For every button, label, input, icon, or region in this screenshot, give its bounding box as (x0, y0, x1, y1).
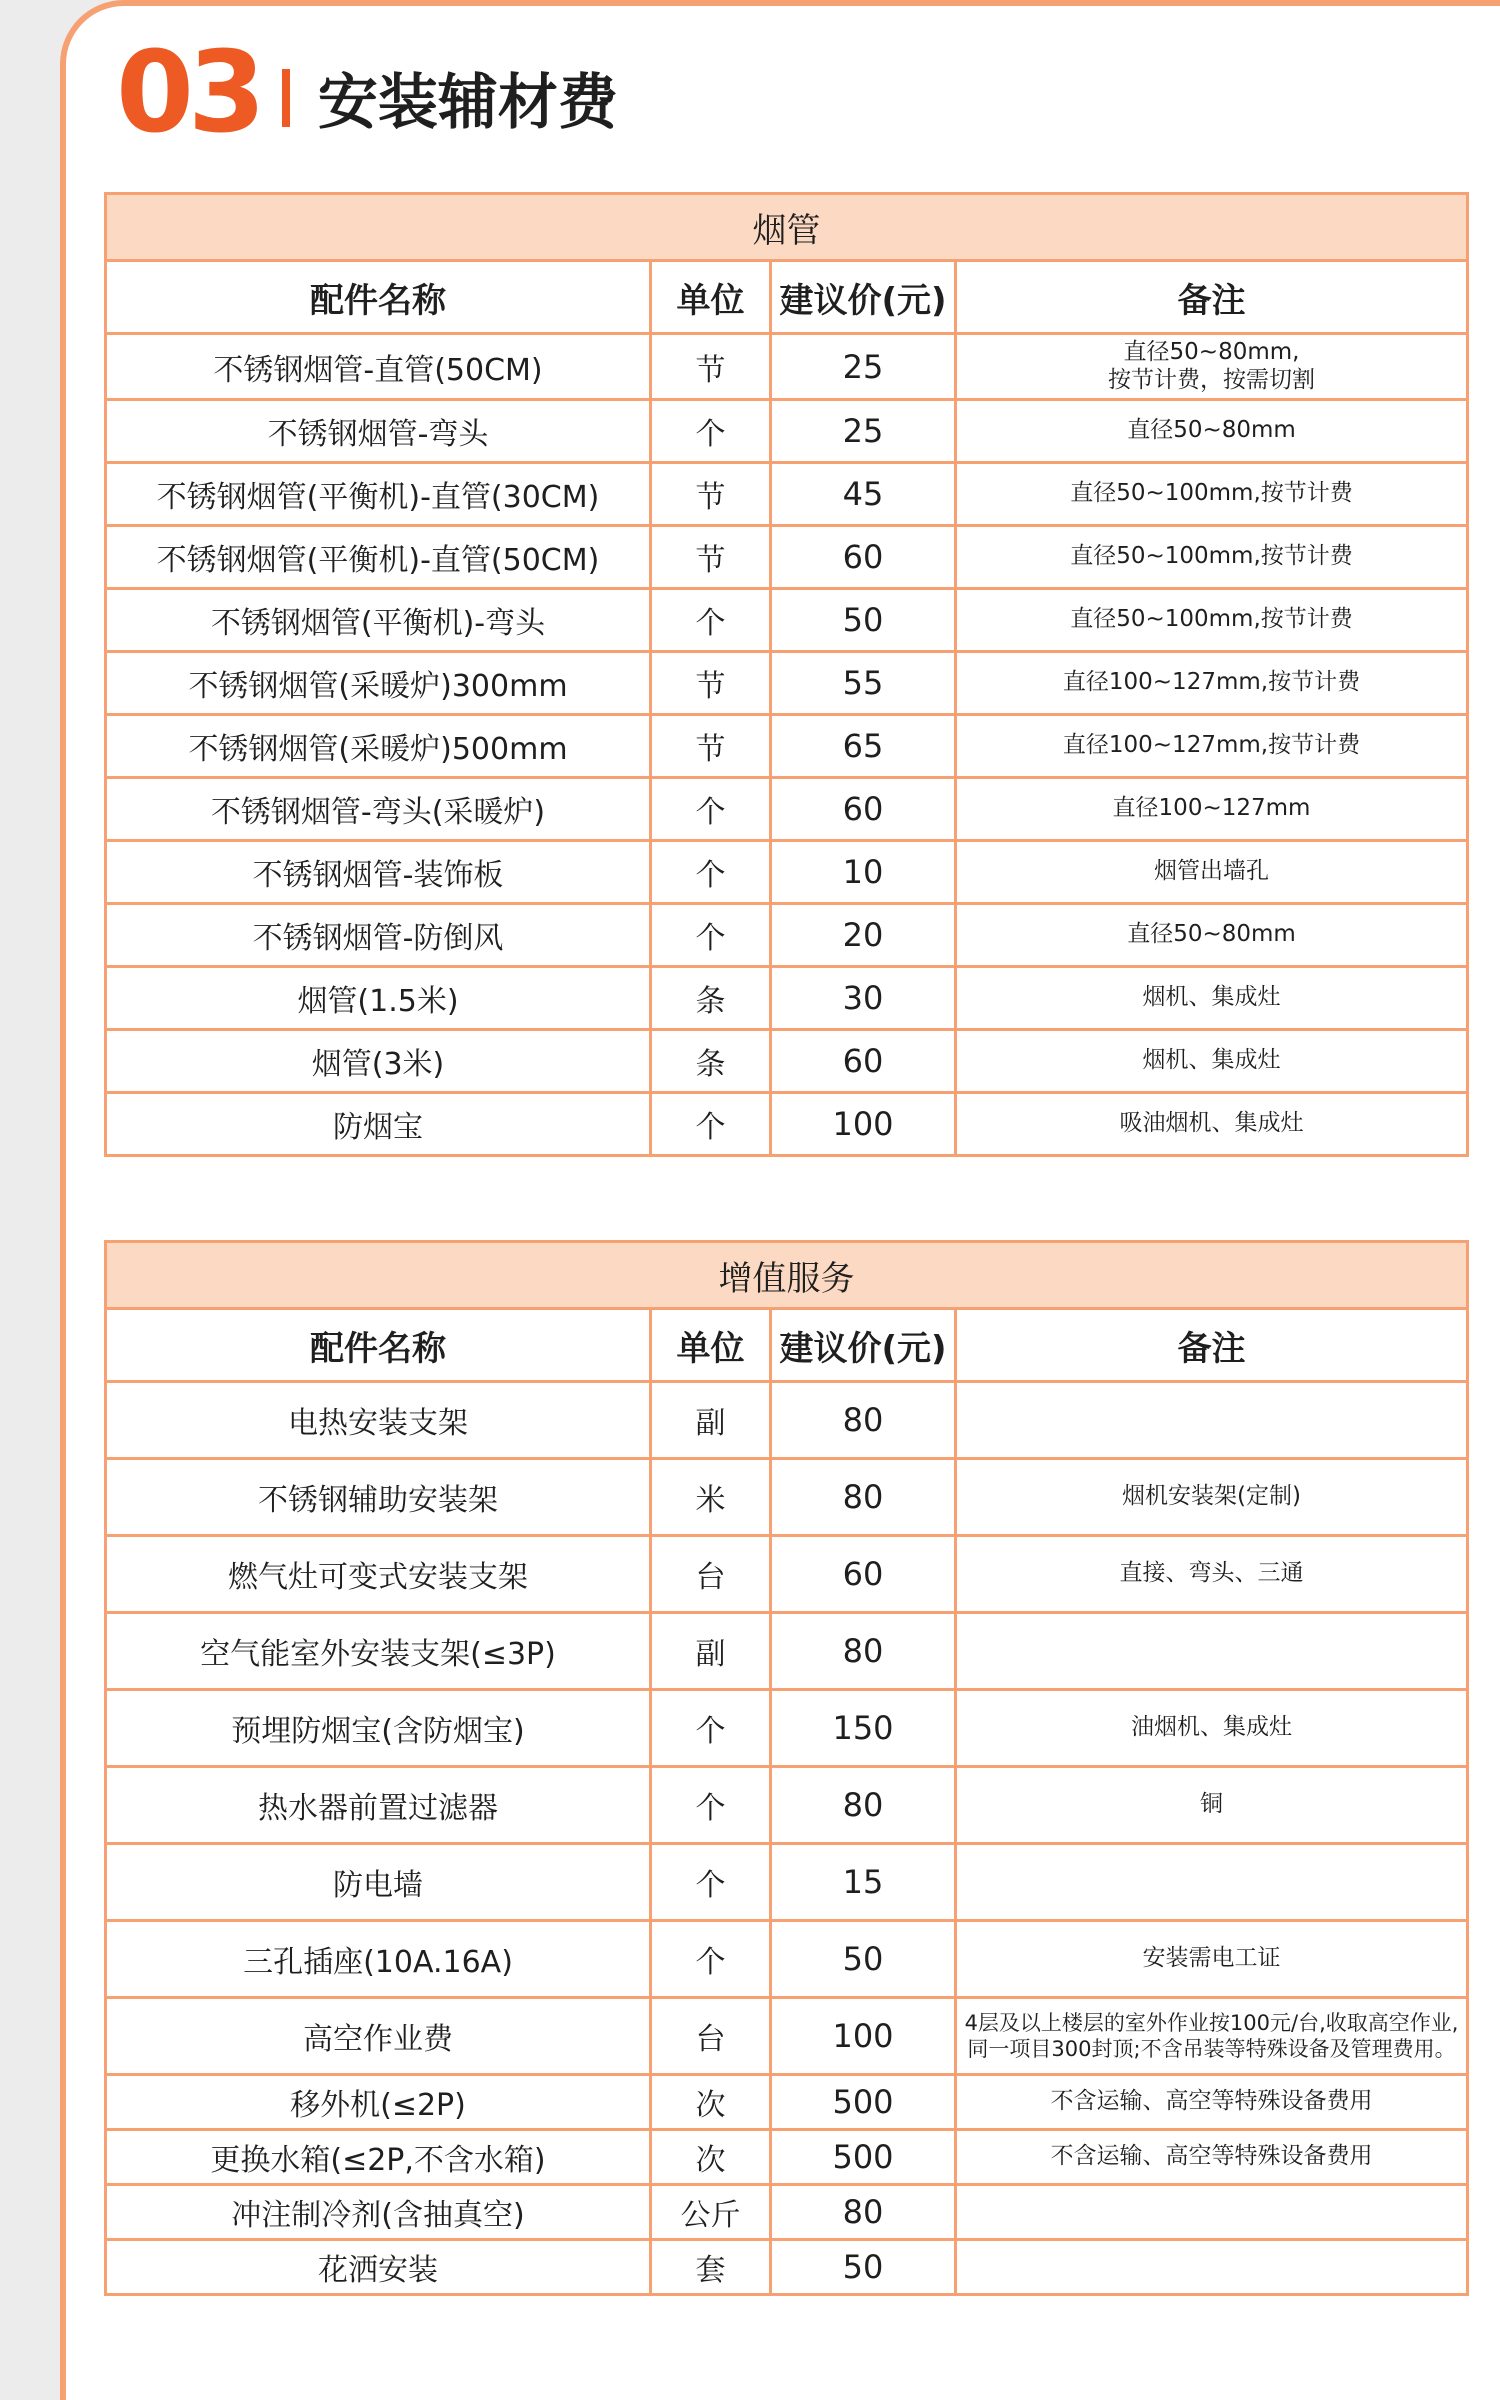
cell-price: 50 (771, 2240, 956, 2295)
cell-name: 更换水箱(≤2P,不含水箱) (106, 2130, 651, 2185)
cell-name: 不锈钢烟管(平衡机)-直管(50CM) (106, 526, 651, 589)
table-row (106, 1382, 1468, 1459)
table-row (106, 1093, 1468, 1156)
table-row (106, 715, 1468, 778)
cell-note: 油烟机、集成灶 (956, 1690, 1468, 1767)
cell-price: 500 (771, 2130, 956, 2185)
cell-note: 直径50~80mm, 按节计费，按需切割 (956, 334, 1468, 400)
cell-unit: 副 (651, 1382, 771, 1459)
cell-price: 100 (771, 1093, 956, 1156)
cell-name: 移外机(≤2P) (106, 2075, 651, 2130)
cell-note: 不含运输、高空等特殊设备费用 (956, 2130, 1468, 2185)
cell-name: 空气能室外安装支架(≤3P) (106, 1613, 651, 1690)
table-row (106, 1536, 1468, 1613)
cell-unit: 节 (651, 652, 771, 715)
cell-note (956, 1844, 1468, 1921)
cell-unit: 个 (651, 1690, 771, 1767)
cell-unit: 个 (651, 1767, 771, 1844)
cell-name: 烟管(1.5米) (106, 967, 651, 1030)
table-row (106, 1921, 1468, 1998)
section-number: 03 (116, 28, 260, 158)
chimney-table-title: 烟管 (106, 194, 1468, 261)
cell-price: 20 (771, 904, 956, 967)
cell-name: 三孔插座(10A.16A) (106, 1921, 651, 1998)
cell-note: 直径50~100mm,按节计费 (956, 463, 1468, 526)
cell-price: 80 (771, 1767, 956, 1844)
cell-name: 防烟宝 (106, 1093, 651, 1156)
cell-price: 50 (771, 589, 956, 652)
cell-price: 80 (771, 1459, 956, 1536)
table-row (106, 841, 1468, 904)
cell-unit: 条 (651, 967, 771, 1030)
table-row (106, 526, 1468, 589)
cell-note: 安装需电工证 (956, 1921, 1468, 1998)
table-row (106, 1030, 1468, 1093)
cell-note: 烟机、集成灶 (956, 1030, 1468, 1093)
cell-unit: 节 (651, 334, 771, 400)
cell-price: 60 (771, 1030, 956, 1093)
column-header-note: 备注 (956, 1309, 1468, 1382)
column-header-unit: 单位 (651, 1309, 771, 1382)
cell-unit: 个 (651, 1093, 771, 1156)
cell-name: 热水器前置过滤器 (106, 1767, 651, 1844)
cell-name: 不锈钢烟管(采暖炉)500mm (106, 715, 651, 778)
cell-note: 吸油烟机、集成灶 (956, 1093, 1468, 1156)
table-row (106, 2240, 1468, 2295)
cell-note: 4层及以上楼层的室外作业按100元/台,收取高空作业, 同一项目300封顶;不含吊装等特殊设备及管理费用。 (956, 1998, 1468, 2075)
cell-name: 不锈钢烟管-弯头(采暖炉) (106, 778, 651, 841)
cell-price: 60 (771, 1536, 956, 1613)
table-row (106, 778, 1468, 841)
cell-price: 15 (771, 1844, 956, 1921)
cell-price: 10 (771, 841, 956, 904)
chimney-price-table (104, 192, 1469, 1157)
cell-unit: 副 (651, 1613, 771, 1690)
cell-name: 燃气灶可变式安装支架 (106, 1536, 651, 1613)
cell-price: 100 (771, 1998, 956, 2075)
cell-price: 25 (771, 334, 956, 400)
title-divider (282, 69, 290, 127)
cell-name: 不锈钢辅助安装架 (106, 1459, 651, 1536)
cell-name: 不锈钢烟管(平衡机)-直管(30CM) (106, 463, 651, 526)
cell-name: 不锈钢烟管(平衡机)-弯头 (106, 589, 651, 652)
cell-name: 预埋防烟宝(含防烟宝) (106, 1690, 651, 1767)
cell-note: 烟机、集成灶 (956, 967, 1468, 1030)
cell-name: 花洒安装 (106, 2240, 651, 2295)
cell-price: 65 (771, 715, 956, 778)
column-header-price: 建议价(元) (771, 1309, 956, 1382)
cell-note (956, 2185, 1468, 2240)
cell-unit: 节 (651, 526, 771, 589)
cell-note: 直径100~127mm,按节计费 (956, 715, 1468, 778)
cell-price: 150 (771, 1690, 956, 1767)
cell-price: 30 (771, 967, 956, 1030)
column-header-note: 备注 (956, 261, 1468, 334)
service-table-title: 增值服务 (106, 1242, 1468, 1309)
cell-price: 80 (771, 2185, 956, 2240)
cell-unit: 次 (651, 2075, 771, 2130)
cell-unit: 米 (651, 1459, 771, 1536)
cell-note: 直接、弯头、三通 (956, 1536, 1468, 1613)
cell-name: 冲注制冷剂(含抽真空) (106, 2185, 651, 2240)
cell-price: 80 (771, 1382, 956, 1459)
cell-note (956, 1613, 1468, 1690)
cell-name: 不锈钢烟管(采暖炉)300mm (106, 652, 651, 715)
cell-unit: 个 (651, 1921, 771, 1998)
cell-unit: 次 (651, 2130, 771, 2185)
cell-note: 直径50~100mm,按节计费 (956, 526, 1468, 589)
cell-unit: 个 (651, 904, 771, 967)
cell-unit: 公斤 (651, 2185, 771, 2240)
table-row (106, 967, 1468, 1030)
cell-name: 烟管(3米) (106, 1030, 651, 1093)
table-row (106, 2075, 1468, 2130)
column-header-name: 配件名称 (106, 261, 651, 334)
table-row (106, 1998, 1468, 2075)
service-price-table (104, 1240, 1469, 2296)
cell-price: 55 (771, 652, 956, 715)
cell-note (956, 2240, 1468, 2295)
table-row (106, 1613, 1468, 1690)
cell-note: 直径50~100mm,按节计费 (956, 589, 1468, 652)
cell-unit: 台 (651, 1998, 771, 2075)
cell-unit: 个 (651, 589, 771, 652)
cell-unit: 个 (651, 778, 771, 841)
column-header-price: 建议价(元) (771, 261, 956, 334)
cell-unit: 条 (651, 1030, 771, 1093)
cell-unit: 节 (651, 715, 771, 778)
cell-price: 80 (771, 1613, 956, 1690)
table-row (106, 1767, 1468, 1844)
cell-unit: 套 (651, 2240, 771, 2295)
table-row (106, 334, 1468, 400)
cell-price: 25 (771, 400, 956, 463)
cell-note: 直径50~80mm (956, 400, 1468, 463)
cell-price: 45 (771, 463, 956, 526)
column-header-unit: 单位 (651, 261, 771, 334)
cell-note: 直径100~127mm,按节计费 (956, 652, 1468, 715)
cell-price: 50 (771, 1921, 956, 1998)
cell-price: 60 (771, 526, 956, 589)
column-header-name: 配件名称 (106, 1309, 651, 1382)
cell-name: 电热安装支架 (106, 1382, 651, 1459)
table-row (106, 1844, 1468, 1921)
cell-note: 烟机安装架(定制) (956, 1459, 1468, 1536)
cell-unit: 节 (651, 463, 771, 526)
cell-price: 60 (771, 778, 956, 841)
cell-unit: 台 (651, 1536, 771, 1613)
cell-note: 烟管出墙孔 (956, 841, 1468, 904)
cell-name: 防电墙 (106, 1844, 651, 1921)
cell-name: 高空作业费 (106, 1998, 651, 2075)
cell-note: 铜 (956, 1767, 1468, 1844)
cell-unit: 个 (651, 400, 771, 463)
table-row (106, 400, 1468, 463)
section-header (116, 28, 618, 158)
section-title: 安装辅材费 (317, 68, 618, 138)
table-row (106, 904, 1468, 967)
table-row (106, 463, 1468, 526)
cell-note: 不含运输、高空等特殊设备费用 (956, 2075, 1468, 2130)
table-row (106, 2130, 1468, 2185)
table-row (106, 652, 1468, 715)
cell-name: 不锈钢烟管-弯头 (106, 400, 651, 463)
table-row (106, 2185, 1468, 2240)
cell-note: 直径50~80mm (956, 904, 1468, 967)
table-row (106, 589, 1468, 652)
cell-price: 500 (771, 2075, 956, 2130)
cell-unit: 个 (651, 841, 771, 904)
table-row (106, 1459, 1468, 1536)
cell-note: 直径100~127mm (956, 778, 1468, 841)
cell-note (956, 1382, 1468, 1459)
cell-name: 不锈钢烟管-防倒风 (106, 904, 651, 967)
cell-unit: 个 (651, 1844, 771, 1921)
cell-name: 不锈钢烟管-装饰板 (106, 841, 651, 904)
cell-name: 不锈钢烟管-直管(50CM) (106, 334, 651, 400)
table-row (106, 1690, 1468, 1767)
